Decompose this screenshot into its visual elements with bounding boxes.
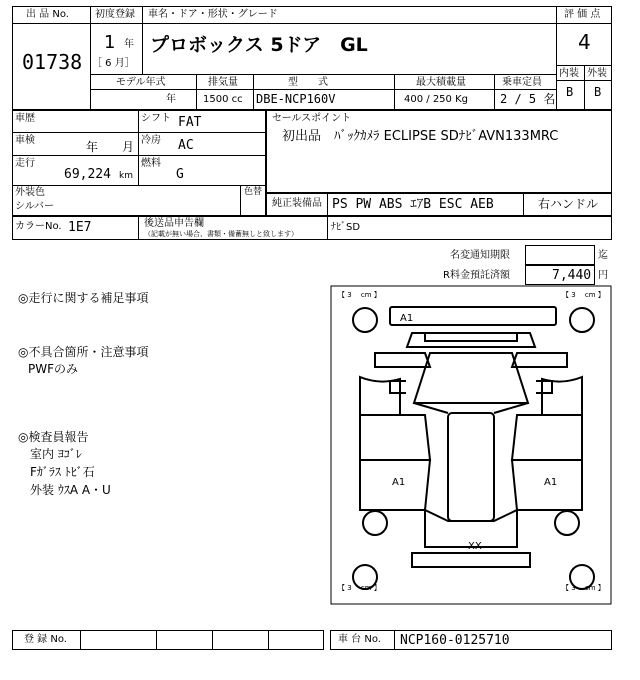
aftermarket-label: 後送品申告欄 [144,218,204,229]
equipment-label: 純正装備品 [272,198,322,209]
fuel-label: 燃料 [141,158,161,169]
driving-notes-title: ◎走行に関する補足事項 [18,291,149,305]
roof [448,413,494,521]
shift-label: シフト [141,113,171,124]
aftermarket-note: （記載が無い場合、書類・備蓄無しと致します） [144,230,298,238]
color-no-label: カラーNo. [15,221,62,232]
mark-front-bumper: A1 [400,313,414,324]
recycle-label: R料金預託済額 [443,270,510,281]
sales-point-text: 初出品 ﾊﾞｯｸｶﾒﾗ ECLIPSE SDﾅﾋﾞAVN133MRC [282,129,559,144]
first-reg-label: 初度登録 [95,9,135,20]
mileage-value: 69,224 [64,167,111,182]
interior-grade: B [566,85,574,99]
equipment-value: PS PW ABS ｴｱB ESC AEB [332,197,494,212]
lot-no: 01738 [22,50,83,74]
name-change-unit: 迄 [598,250,608,261]
history-label: 車歴 [15,113,35,124]
lot-no-label: 出 品 No. [26,9,69,20]
corner-label-tr: 【 3 cm 】 [562,291,605,299]
mileage-label: 走行 [15,158,35,169]
interior-label: 内装 [559,68,579,79]
first-reg-year: 1 [104,32,116,53]
recycle-unit: 円 [598,270,608,281]
inspector-line-1: 室内 ﾖｺﾞﾚ [30,447,82,461]
vehicle-damage-diagram [330,285,612,605]
color-no-row [12,216,612,240]
overall-grade: 4 [578,30,591,54]
equipment-extra: ﾅﾋﾞSD [331,222,361,233]
model-year-unit: 年 [166,94,176,105]
shift-value: FAT [178,115,202,130]
exterior-label: 外装 [587,68,607,79]
wheel-front-right [570,308,594,332]
ac-value: AC [178,138,194,153]
sales-point-label: セールスポイント [272,113,352,124]
exterior-grade: B [594,85,602,99]
inspector-line-2: Fｶﾞﾗｽ ﾄﾋﾞ石 [30,465,95,479]
corner-label-br: 【 3 cm 】 [562,584,605,592]
model-type: DBE-NCP160V [256,92,336,106]
front-bumper [390,307,556,325]
model-year-label: モデル年式 [116,77,166,88]
name-change-label: 名変通知期限 [450,250,510,261]
fuel-value: G [176,167,184,182]
handle-value: 右ハンドル [538,197,599,211]
type-label: 型 式 [288,77,328,88]
name-change-box [525,245,595,265]
rear-bumper [412,553,530,567]
color-no-value: 1E7 [68,220,92,235]
capacity-label: 乗車定員 [502,77,542,88]
max-load: 400 / 250 Kg [404,94,468,105]
recycle-value: 7,440 [552,268,592,283]
max-load-label: 最大積載量 [416,77,466,88]
capacity: 2 / 5 名 [500,92,556,106]
inspection-value: 年 月 [86,140,135,154]
displacement-label: 排気量 [208,77,238,88]
mark-right-door: A1 [544,477,558,488]
mileage-unit: km [119,171,133,181]
inspector-title: ◎検査員報告 [18,430,89,444]
vehicle-name: プロボックス 5ドア GL [150,34,368,56]
wheel-rear-right [555,511,579,535]
defect-text: PWFのみ [28,362,79,376]
chassis-no: NCP160-0125710 [400,633,510,648]
color-value: シルバー [15,201,55,212]
corner-label-tl: 【 3 cm 】 [338,291,381,299]
inspection-label: 車検 [15,135,35,146]
wheel-rear-left [363,511,387,535]
color-change-label: 色替 [244,187,263,197]
vehicle-name-label: 車名・ドア・形状・グレード [148,9,278,20]
corner-label-bl: 【 3 cm 】 [338,584,381,592]
first-reg-year-unit: 年 [124,39,134,50]
displacement: 1500 cc [203,94,243,105]
wheel-front-left [353,308,377,332]
grade-label: 評 価 点 [564,9,601,20]
inspector-line-3: 外装 ｳｽA A・U [30,483,111,497]
mark-rear: XX [468,541,482,552]
ac-label: 冷房 [141,135,161,146]
color-label: 外装色 [15,187,45,198]
defect-title: ◎不具合箇所・注意事項 [18,345,149,359]
mark-left-door: A1 [392,477,406,488]
first-reg-month: ［ 6 月］ [92,58,135,69]
reg-no-label: 登 録 No. [24,634,67,645]
chassis-label: 車 台 No. [338,634,381,645]
